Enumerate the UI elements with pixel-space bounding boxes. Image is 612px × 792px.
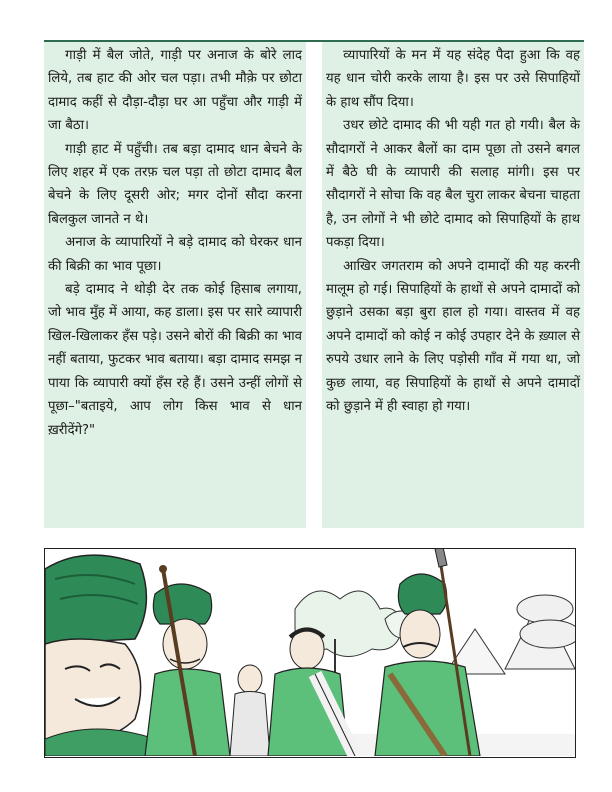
story-illustration xyxy=(44,548,576,758)
paragraph: उधर छोटे दामाद की भी यही गत हो गयी। बैल के सौदागरों ने आकर बैलों का दाम पूछा तो उसने बगल में बैठे घी के व्यापारी की सलाह मांगी। इस पर सौदागरों ने सोचा कि वह बैल चुरा लाकर बेचना चाहता है, उन लोगों ने भी छोटे दामाद को सिपाहियों के हाथ पकड़ा दिया। xyxy=(326,118,580,251)
market-scene-drawing xyxy=(45,549,575,756)
paragraph: व्यापारियों के मन में यह संदेह पैदा हुआ कि वह यह धान चोरी करके लाया है। इस पर उसे सिपाहियों के हाथ सौंप दिया। xyxy=(326,48,580,110)
paragraph: गाड़ी हाट में पहुँची। तब बड़ा दामाद धान बेचने के लिए शहर में एक तरफ़ चल पड़ा तो छोटा दामाद बैल बेचने के लिए दूसरी ओर; मगर दोनों सौदा करना बिलकुल जानते न थे। xyxy=(48,141,302,227)
paragraph: बड़े दामाद ने थोड़ी देर तक कोई हिसाब लगाया, जो भाव मुँह में आया, कह डाला। इस पर सारे व्यापारी खिल-खिलाकर हँस पड़े। उसने बोरों की बिक्री का भाव नहीं बताया, फुटकर भाव बताया। बड़ा दामाद समझ न पाया कि व्यापारी क्यों हँस रहे हैं। उसने उन्हीं लोगों से पूछा–"बताइये, आप लोग किस भाव से धान ख़रीदेंगे?" xyxy=(48,282,302,438)
left-text-column xyxy=(44,42,306,528)
right-text-column xyxy=(322,42,584,528)
paragraph: गाड़ी में बैल जोते, गाड़ी पर अनाज के बोरे लाद लिये, तब हाट की ओर चल पड़ा। तभी मौक़े पर छोटा दामाद कहीं से दौड़ा-दौड़ा घर आ पहुँचा और गाड़ी में जा बैठा। xyxy=(48,48,302,134)
column-gutter xyxy=(306,42,322,528)
paragraph: अनाज के व्यापारियों ने बड़े दामाद को घेरकर धान की बिक्री का भाव पूछा। xyxy=(48,235,302,274)
paragraph: आखिर जगतराम को अपने दामादों की यह करनी मालूम हो गई। सिपाहियों के हाथों से अपने दामादों को छुड़ाने उसका बड़ा बुरा हाल हो गया। वास्तव में वह अपने दामादों को कोई न कोई उपहार देने के ख़्याल से रुपये उधार लाने के लिए पड़ोसी गाँव में गया था, जो कुछ लाया, वह सिपाहियों के हाथों से अपने दामादों को छुड़ाने में ही स्वाहा हो गया। xyxy=(326,258,580,415)
story-text-frame xyxy=(44,40,584,528)
